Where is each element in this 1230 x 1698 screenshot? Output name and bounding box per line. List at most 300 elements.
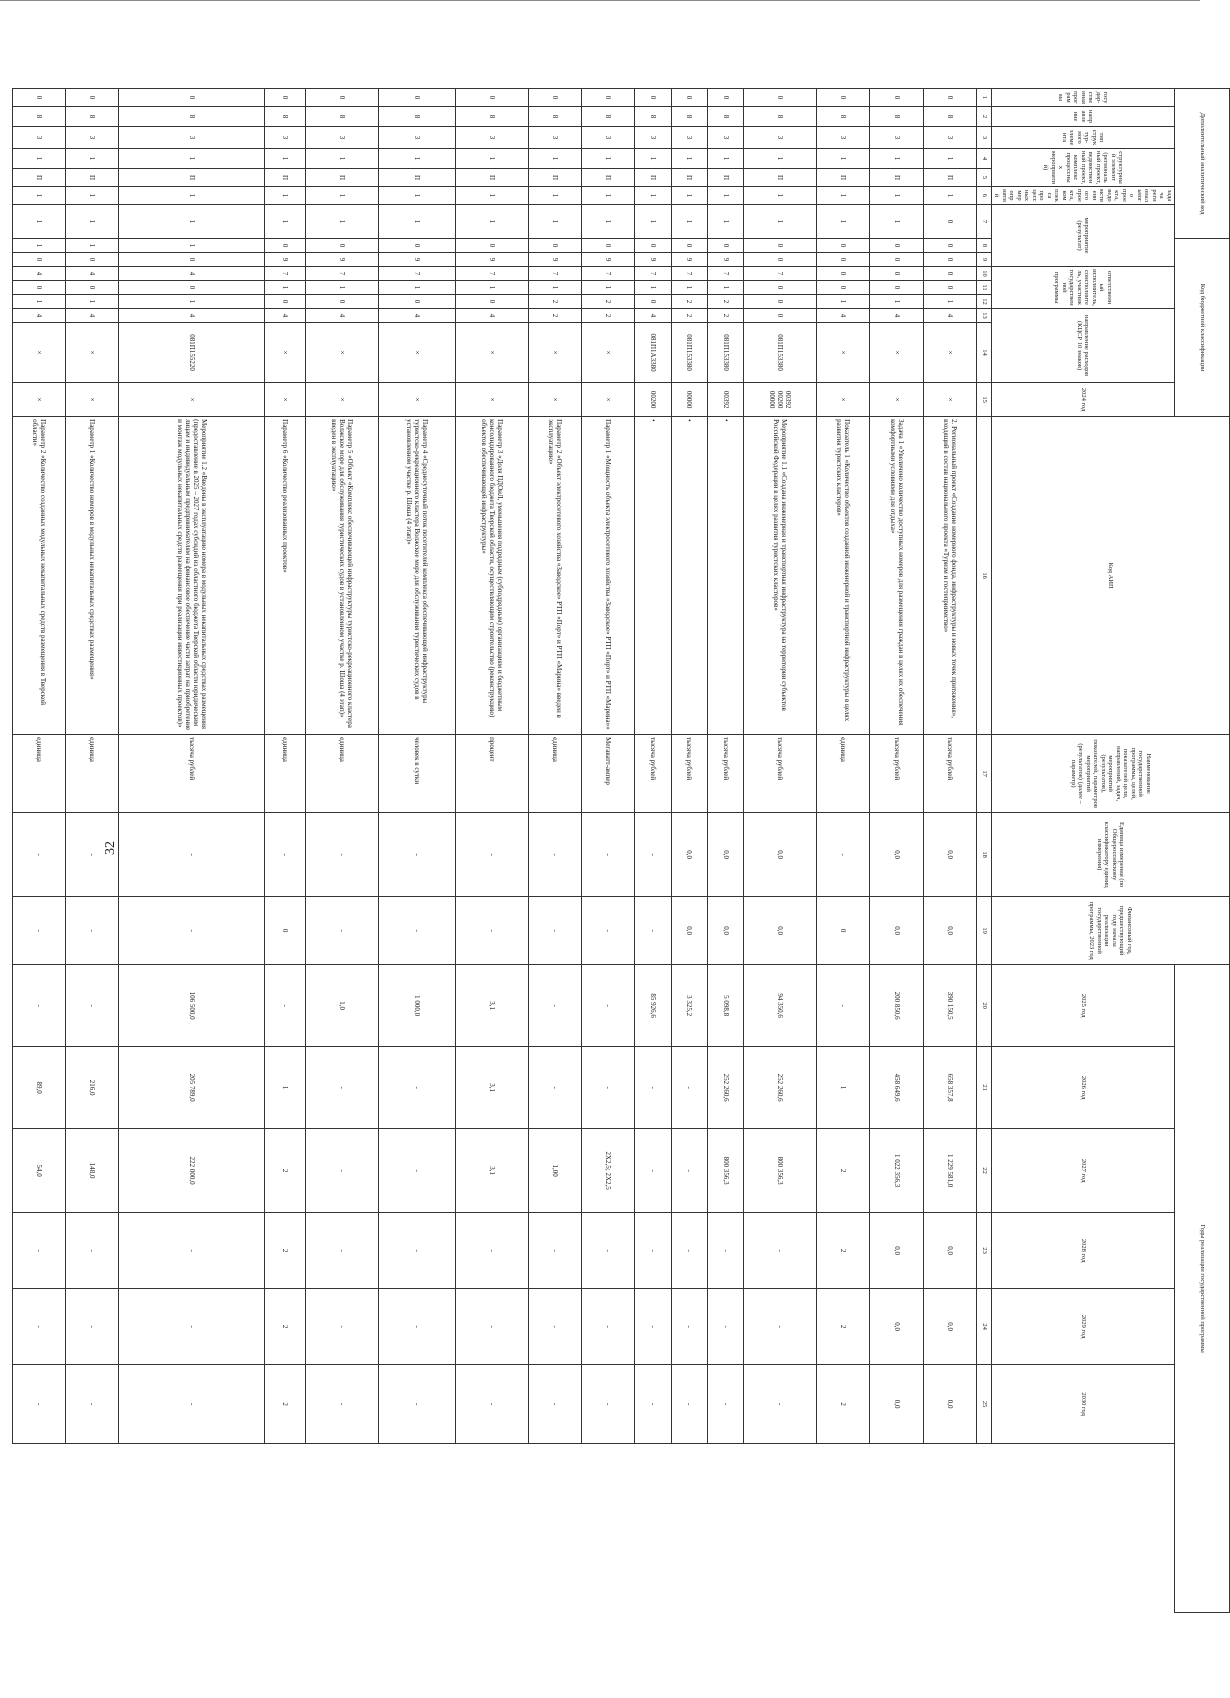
year-value-cell: 89,0	[12, 1047, 65, 1129]
code-cell: 0	[306, 239, 379, 253]
code-cell: 0	[744, 239, 817, 253]
year-value-cell: 0	[264, 897, 305, 965]
code-cell: 1	[671, 149, 707, 169]
code-cell: П	[66, 169, 119, 187]
code-cell: 1	[12, 239, 65, 253]
year-value-cell: -	[119, 1365, 264, 1444]
year-value-cell: -	[378, 1047, 456, 1129]
column-number-cell: 10	[977, 267, 992, 281]
code-cell: 7	[306, 267, 379, 281]
year-value-cell: 2	[264, 1213, 305, 1289]
year-value-cell: -	[635, 1047, 671, 1129]
code-cell: 1	[119, 187, 264, 205]
year-value-cell: 2	[264, 1289, 305, 1365]
code-cell: 0	[119, 89, 264, 107]
year-value-cell: -	[528, 965, 581, 1047]
year-value-cell: -	[306, 1289, 379, 1365]
header-year-2029: 2029 год	[992, 1289, 1175, 1365]
year-value-cell: -	[817, 965, 870, 1047]
code-cell: ×	[817, 383, 870, 417]
year-value-cell: -	[12, 965, 65, 1047]
code-cell: 1	[119, 149, 264, 169]
code-cell: 8	[671, 107, 707, 127]
header-otv: ответственный исполнитель, соисполнитель, участник государственной программы	[992, 267, 1175, 309]
year-value-cell: -	[378, 897, 456, 965]
year-value-cell: 106 500,0	[119, 965, 264, 1047]
column-number-cell: 7	[977, 205, 992, 239]
year-value-cell: -	[528, 1365, 581, 1444]
code-cell: 1	[744, 149, 817, 169]
code-cell: 0	[870, 281, 923, 295]
code-cell: П	[12, 169, 65, 187]
code-cell: 0	[66, 253, 119, 267]
code-cell: 1	[66, 187, 119, 205]
code-cell: 1	[378, 149, 456, 169]
table-row	[744, 89, 817, 1613]
header-budget-code: Код бюджетной классификации	[1175, 239, 1230, 417]
unit-cell: единица	[66, 735, 119, 813]
code-cell: 0	[708, 239, 744, 253]
table-head	[977, 89, 1230, 1613]
code-cell: 0	[264, 89, 305, 107]
code-cell: П	[870, 169, 923, 187]
year-value-cell: -	[12, 1365, 65, 1444]
code-cell: 1	[456, 205, 529, 239]
row-name-cell: Параметр 6 «Количество реализованных проектов»	[264, 417, 305, 735]
table-body	[12, 89, 976, 1613]
unit-cell: тысяча рублей	[635, 735, 671, 813]
base-year-value-cell: -	[119, 813, 264, 897]
base-year-value-cell: 0,0	[671, 813, 707, 897]
year-value-cell: -	[66, 1289, 119, 1365]
header-year-2030: 2030 год	[992, 1365, 1175, 1444]
year-value-cell: -	[671, 1213, 707, 1289]
code-cell: 3	[119, 127, 264, 149]
code-cell: 0	[870, 89, 923, 107]
code-cell: 3	[528, 127, 581, 149]
year-value-cell: 2	[817, 1289, 870, 1365]
code-cell: 1	[582, 149, 635, 169]
column-number-cell: 16	[977, 417, 992, 735]
code-cell: 4	[378, 309, 456, 323]
year-value-cell: -	[306, 1213, 379, 1289]
code-cell: 1	[528, 149, 581, 169]
program-table	[12, 88, 1230, 1613]
code-cell: 1	[264, 187, 305, 205]
year-value-cell: -	[12, 1289, 65, 1365]
year-value-cell: -	[119, 1289, 264, 1365]
code-cell: 0	[264, 239, 305, 253]
code-cell: 3	[708, 127, 744, 149]
code-cell: 1	[456, 149, 529, 169]
code-cell: ×	[264, 383, 305, 417]
code-cell: 1	[306, 187, 379, 205]
code-cell: 9	[306, 253, 379, 267]
code-cell: 0	[528, 239, 581, 253]
code-cell: ×	[378, 323, 456, 383]
code-cell: 1	[264, 281, 305, 295]
code-cell: ×	[66, 323, 119, 383]
page-number: 32	[103, 841, 118, 855]
code-cell: 4	[456, 309, 529, 323]
code-cell: 7	[635, 267, 671, 281]
code-cell: 9	[528, 253, 581, 267]
code-cell: 0	[378, 89, 456, 107]
code-cell: 1	[66, 239, 119, 253]
year-value-cell: 0,0	[923, 1289, 976, 1365]
year-value-cell: -	[264, 965, 305, 1047]
year-value-cell: -	[66, 1365, 119, 1444]
code-cell: 2	[582, 295, 635, 309]
column-number-cell: 19	[977, 897, 992, 965]
code-cell: ×	[817, 323, 870, 383]
code-cell: 0	[870, 239, 923, 253]
column-number-cell: 14	[977, 323, 992, 383]
year-value-cell: -	[582, 1365, 635, 1444]
year-value-cell: 0,0	[870, 897, 923, 965]
code-cell: 3	[870, 127, 923, 149]
code-cell: П	[744, 169, 817, 187]
code-cell: ×	[66, 383, 119, 417]
code-cell: 1	[12, 149, 65, 169]
year-value-cell: -	[582, 897, 635, 965]
year-value-cell: -	[582, 1047, 635, 1129]
code-cell: 0	[582, 89, 635, 107]
code-cell: 0	[817, 253, 870, 267]
code-cell: 1	[635, 281, 671, 295]
year-value-cell: -	[671, 1047, 707, 1129]
base-year-value-cell: -	[66, 813, 119, 897]
code-cell: 3	[635, 127, 671, 149]
code-cell: 4	[119, 267, 264, 281]
header-tip: тип структур-ного элемента	[992, 127, 1175, 149]
year-value-cell: 5 098,8	[708, 965, 744, 1047]
year-value-cell: 216,0	[66, 1047, 119, 1129]
code-cell: 9	[708, 253, 744, 267]
column-number-cell: 20	[977, 965, 992, 1047]
code-cell: ×	[582, 383, 635, 417]
code-cell: 7	[744, 267, 817, 281]
year-value-cell: 1 229 581,0	[923, 1129, 976, 1213]
code-cell: 8	[378, 107, 456, 127]
year-value-cell: -	[456, 897, 529, 965]
code-cell: 1	[708, 187, 744, 205]
code-cell: 2	[528, 295, 581, 309]
column-number-cell: 11	[977, 281, 992, 295]
header-year-2025: 2025 год	[992, 965, 1175, 1047]
code-cell: 081П153380	[744, 323, 817, 383]
code-cell: 1	[66, 149, 119, 169]
column-number-cell: 12	[977, 295, 992, 309]
code-cell: 4	[66, 309, 119, 323]
code-cell: 4	[66, 267, 119, 281]
header-years-group: Годы реализации государственной программы	[1175, 965, 1230, 1613]
year-value-cell: 252 260,6	[744, 1047, 817, 1129]
code-cell: 4	[870, 309, 923, 323]
code-cell: 0	[923, 253, 976, 267]
code-cell: 0	[12, 281, 65, 295]
table-row	[264, 89, 305, 1613]
code-cell: 0	[306, 89, 379, 107]
header-year-2028: 2028 год	[992, 1213, 1175, 1289]
base-year-value-cell: -	[582, 813, 635, 897]
code-cell: П	[119, 169, 264, 187]
code-cell: 7	[378, 267, 456, 281]
year-value-cell: -	[744, 1213, 817, 1289]
code-cell: ×	[119, 383, 264, 417]
code-cell: 081П1А3380	[635, 323, 671, 383]
code-cell: ×	[306, 383, 379, 417]
table-row	[306, 89, 379, 1613]
column-number-cell: 4	[977, 149, 992, 169]
code-cell: 1	[378, 187, 456, 205]
year-value-cell: 3 325,2	[671, 965, 707, 1047]
code-cell: 1	[923, 295, 976, 309]
base-year-value-cell: 0,0	[923, 813, 976, 897]
code-cell: 8	[817, 107, 870, 127]
year-value-cell: 222 000,0	[119, 1129, 264, 1213]
code-cell: 1	[635, 187, 671, 205]
year-value-cell: 0,0	[923, 1213, 976, 1289]
year-value-cell: -	[635, 1213, 671, 1289]
year-value-cell: 0,0	[923, 897, 976, 965]
code-cell: 1	[66, 295, 119, 309]
code-cell: 1	[119, 295, 264, 309]
code-cell: 0	[708, 89, 744, 107]
year-value-cell: 2	[264, 1129, 305, 1213]
code-cell: 0	[306, 295, 379, 309]
code-cell: 1	[12, 187, 65, 205]
row-name-cell: Мероприятие 1.1 «Создана инженерная и транспортная инфраструктура на территории субъектов Российской Федерации в целях развития туристских кластеров»	[744, 417, 817, 735]
table-row	[119, 89, 264, 1613]
year-value-cell: -	[456, 1365, 529, 1444]
year-value-cell: -	[378, 1213, 456, 1289]
column-number-cell: 1	[977, 89, 992, 107]
base-year-value-cell: -	[264, 813, 305, 897]
code-cell: 0	[12, 253, 65, 267]
code-cell: 0	[378, 239, 456, 253]
table-row	[708, 89, 744, 1613]
row-name-cell: Задача 1 «Увеличено количество доступных номеров для размещения граждан в целях их обеспечения комфортными условиями для отдыха»	[870, 417, 923, 735]
code-cell: 0	[817, 239, 870, 253]
row-name-cell: •	[635, 417, 671, 735]
table-row	[671, 89, 707, 1613]
column-number-cell: 17	[977, 735, 992, 813]
code-cell: 1	[582, 205, 635, 239]
code-cell: 1	[306, 205, 379, 239]
year-value-cell: -	[635, 897, 671, 965]
year-value-cell: 0,0	[923, 1365, 976, 1444]
unit-cell: тысяча рублей	[744, 735, 817, 813]
year-value-cell: -	[582, 1213, 635, 1289]
year-value-cell: -	[119, 1213, 264, 1289]
year-value-cell: -	[306, 1129, 379, 1213]
base-year-value-cell: 0,0	[870, 813, 923, 897]
code-cell: 0	[744, 295, 817, 309]
code-cell: 1	[708, 149, 744, 169]
header-zadacha: задача регионального проекта, ведомственного проекта, комплекса процессных мероприятий	[992, 187, 1175, 205]
code-cell: 8	[456, 107, 529, 127]
year-value-cell: -	[671, 1129, 707, 1213]
code-cell: 0	[671, 239, 707, 253]
code-cell: 3	[456, 127, 529, 149]
code-cell: 1	[582, 281, 635, 295]
table-row	[12, 89, 65, 1613]
code-cell: 1	[870, 205, 923, 239]
base-year-value-cell: -	[817, 813, 870, 897]
code-cell: П	[306, 169, 379, 187]
code-cell: 1	[119, 205, 264, 239]
code-cell: 3	[671, 127, 707, 149]
code-cell: 0	[744, 281, 817, 295]
code-cell: 1	[923, 149, 976, 169]
code-cell: 0	[744, 309, 817, 323]
row-name-cell: Параметр 1 «Количество номеров в модульных некапитальных средствах размещения»	[66, 417, 119, 735]
year-value-cell: 2	[817, 1129, 870, 1213]
header-additional-code: Дополнительный аналитический код	[1175, 89, 1230, 239]
year-value-cell: -	[708, 1289, 744, 1365]
code-cell: 4	[264, 309, 305, 323]
code-cell: П	[923, 169, 976, 187]
code-cell: 0	[66, 89, 119, 107]
header-unit: Единица измерения (по Общероссийскому классификатору единиц измерения)	[992, 813, 1230, 897]
year-value-cell: -	[119, 897, 264, 965]
year-value-cell: -	[671, 1365, 707, 1444]
header-year-2027: 2027 год	[992, 1129, 1175, 1213]
code-cell: 1	[817, 149, 870, 169]
year-value-cell: 3,1	[456, 965, 529, 1047]
code-cell: 8	[264, 107, 305, 127]
year-value-cell: 200 850,6	[870, 965, 923, 1047]
year-value-cell: -	[744, 1289, 817, 1365]
code-cell: 081П155220	[119, 323, 264, 383]
code-cell: 1	[744, 187, 817, 205]
year-value-cell: 458 649,6	[870, 1047, 923, 1129]
table-row	[817, 89, 870, 1613]
code-cell: 0	[923, 267, 976, 281]
code-cell: 3	[817, 127, 870, 149]
table-row	[456, 89, 529, 1613]
column-number-cell: 25	[977, 1365, 992, 1444]
code-cell: П	[456, 169, 529, 187]
code-cell: 1	[119, 239, 264, 253]
code-cell: 0	[635, 239, 671, 253]
year-value-cell: 1 022 356,3	[870, 1129, 923, 1213]
year-value-cell: -	[378, 1289, 456, 1365]
code-cell: 00392 00200 00000	[744, 383, 817, 417]
code-cell: 1	[635, 149, 671, 169]
code-cell: 1	[66, 205, 119, 239]
code-cell: 1	[306, 149, 379, 169]
code-cell: 1	[635, 205, 671, 239]
code-cell: 0	[119, 253, 264, 267]
year-value-cell: -	[528, 1047, 581, 1129]
unit-cell: процент	[456, 735, 529, 813]
code-cell: 8	[528, 107, 581, 127]
row-name-cell: Параметр 3 «Доля ПДОиЛ, уменьшения подрядным (субподрядным) организациям и бюджетным консолидированного бюджета Тверской области, осуществляющим строительство (реконструкцию) объектов обеспечивающей инфраструктуры»	[456, 417, 529, 735]
code-cell: 1	[708, 281, 744, 295]
code-cell: 2	[671, 295, 707, 309]
code-cell: 8	[744, 107, 817, 127]
code-cell: 081П153380	[671, 323, 707, 383]
year-value-cell: 800 356,3	[708, 1129, 744, 1213]
row-name-cell: Показатель 1 «Количество объектов созданной инженерной и транспортной инфраструктуры в целях развития туристских кластеров»	[817, 417, 870, 735]
code-cell: 2	[708, 295, 744, 309]
code-cell: 0	[582, 239, 635, 253]
code-cell: 3	[744, 127, 817, 149]
code-cell: 0	[923, 89, 976, 107]
code-cell: П	[817, 169, 870, 187]
base-year-value-cell: -	[378, 813, 456, 897]
year-value-cell: 0,0	[671, 897, 707, 965]
code-cell: 00000	[671, 383, 707, 417]
code-cell: П	[635, 169, 671, 187]
unit-cell: тысяча рублей	[708, 735, 744, 813]
year-value-cell: 0	[817, 897, 870, 965]
code-cell: ×	[923, 323, 976, 383]
code-cell: 9	[635, 253, 671, 267]
column-number-cell: 15	[977, 383, 992, 417]
header-year-2024: 2024 год	[992, 383, 1175, 417]
code-cell: 1	[817, 187, 870, 205]
year-value-cell: -	[528, 1289, 581, 1365]
year-value-cell: 1	[264, 1047, 305, 1129]
code-cell: ×	[528, 323, 581, 383]
code-cell: 1	[378, 205, 456, 239]
unit-cell: Мегаватт-ампер	[582, 735, 635, 813]
row-name-cell: Параметр 5 «Объект «Комплекс обеспечивающей инфраструктуры туристско-рекреационного кластера Волжское море для обслуживания туристических судов в установленном участке р. Шоша (4 этап)» введен в эксплуатацию»	[306, 417, 379, 735]
year-value-cell: 54,0	[12, 1129, 65, 1213]
year-value-cell: -	[306, 897, 379, 965]
table-sheet	[30, 88, 1230, 1613]
code-cell: 3	[378, 127, 456, 149]
code-cell: 3	[582, 127, 635, 149]
code-cell: ×	[12, 323, 65, 383]
code-cell: 1	[378, 281, 456, 295]
code-cell: 3	[306, 127, 379, 149]
year-value-cell: -	[306, 1365, 379, 1444]
code-cell: 7	[456, 267, 529, 281]
code-cell: П	[671, 169, 707, 187]
year-value-cell: -	[456, 1289, 529, 1365]
code-cell: 0	[923, 205, 976, 239]
base-year-value-cell: -	[456, 813, 529, 897]
code-cell: ×	[528, 383, 581, 417]
year-value-cell: 1,0	[306, 965, 379, 1047]
code-cell: 9	[582, 253, 635, 267]
year-value-cell: -	[528, 1213, 581, 1289]
header-base-year: Финансовый год, предшествующий году начала реализации государственной программы, 2023 год	[992, 897, 1230, 965]
unit-cell: тысяча рублей	[923, 735, 976, 813]
code-cell: 1	[456, 187, 529, 205]
year-value-cell: 85 926,6	[635, 965, 671, 1047]
code-cell: 0	[817, 89, 870, 107]
code-cell: 2	[528, 309, 581, 323]
code-cell: 1	[671, 187, 707, 205]
code-cell: 4	[306, 309, 379, 323]
row-name-cell: Параметр 4 «Среднесуточный поток посетителей комплекса обеспечивающей инфраструктуры туристско-рекреационного кластера Волжское море для обслуживания туристических судов в установленном участке р. Шоша (4 этап)»	[378, 417, 456, 735]
base-year-value-cell: -	[528, 813, 581, 897]
code-cell: 1	[870, 187, 923, 205]
code-cell: 1	[870, 295, 923, 309]
code-cell: 1	[12, 295, 65, 309]
code-cell: 4	[12, 267, 65, 281]
code-cell: 7	[708, 267, 744, 281]
code-cell: 1	[528, 187, 581, 205]
column-number-cell: 18	[977, 813, 992, 897]
code-cell: П	[708, 169, 744, 187]
year-value-cell: -	[66, 1213, 119, 1289]
